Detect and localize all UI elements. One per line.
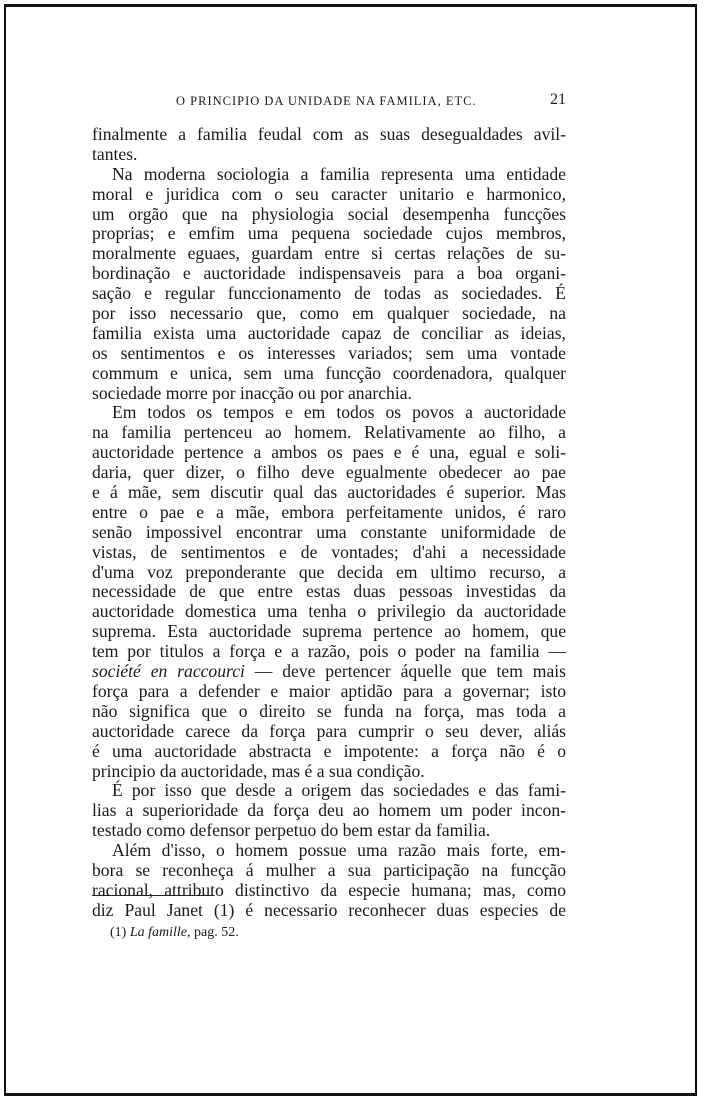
text-line: entre o pae e a mãe, embora perfeitamente unidos, é raro (92, 501, 566, 522)
text-line: auctoridade domestica uma tenha o privilegio da auctoridade (92, 601, 566, 622)
text-line: bora se reconheça á mulher a sua participação na funcção (92, 859, 566, 880)
footnote-separator (92, 895, 214, 896)
text-line: moralmente eguaes, guardam entre si certas relações de su- (92, 243, 566, 264)
text-line: auctoridade carece da força para cumprir o seu dever, aliás (92, 720, 566, 741)
text-line: sação e regular funccionamento de todas as sociedades. É (92, 283, 566, 304)
text-line: testado como defensor perpetuo do bem estar da familia. (92, 820, 491, 841)
text-line: finalmente a familia feudal com as suas desegualdades avil- (92, 124, 566, 144)
text-line: os sentimentos e os interesses variados; sem uma vontade (92, 342, 566, 363)
text-line: lias a superioridade da força deu ao homem um poder incon- (92, 800, 566, 821)
text-line: Além d'isso, o homem possue uma razão mais forte, em- (112, 840, 566, 861)
footnote-rest: pag. 52. (194, 925, 239, 940)
running-title: O PRINCIPIO DA UNIDADE NA FAMILIA, ETC. (176, 94, 477, 108)
text-line: bordinação e auctoridade indispensaveis para a boa organi- (92, 263, 566, 284)
text-line: familia exista uma auctoridade capaz de conciliar as ideias, (92, 322, 566, 343)
text-line: suprema. Esta auctoridade suprema pertence ao homem, que (92, 621, 566, 642)
text-line: principio da auctoridade, mas é a sua condição. (92, 760, 425, 781)
text-line: société en raccourci — deve pertencer áquelle que tem mais (92, 661, 566, 682)
body-text (92, 125, 566, 921)
text-line: necessidade de que entre estas duas pessoas investidas da (92, 581, 566, 602)
text-line: um orgão que na physiologia social desempenha funcções (92, 203, 566, 224)
italic-phrase: société en raccourci (92, 661, 245, 682)
text-line: tantes. (92, 143, 138, 164)
text-line: daria, quer dizer, o filho deve egualmente obedecer ao pae (92, 462, 566, 483)
text-line: senão impossivel encontrar uma constante uniformidade de (92, 521, 566, 542)
text-line: sociedade morre por inacção ou por anarchia. (92, 382, 412, 403)
text-line: moral e juridica com o seu caracter unitario e harmonico, (92, 183, 566, 204)
footnote (110, 925, 239, 941)
text-line: É por isso que desde a origem das sociedades e das fami- (112, 780, 566, 801)
text-line: d'uma voz preponderante que decida em ultimo recurso, a (92, 561, 566, 582)
footnote-marker: (1) (110, 925, 127, 940)
text-line: tem por titulos a força e a razão, pois o poder na familia — (92, 641, 566, 662)
text-line: commum e unica, sem uma funcção coordenadora, qualquer (92, 362, 566, 383)
text-line: diz Paul Janet (1) é necessario reconhecer duas especies de (92, 899, 566, 920)
footnote-title: La famille, (129, 925, 191, 940)
text-line: racional, attributo distinctivo da especie humana; mas, como (92, 879, 566, 900)
text-line: Na moderna sociologia a familia representa uma entidade (112, 163, 566, 184)
text-line: força para a defender e maior aptidão para a governar; isto (92, 680, 566, 701)
text-line: por isso necessario que, como em qualquer sociedade, na (92, 303, 566, 324)
text-line: auctoridade pertence a ambos os paes e é una, egual e soli- (92, 442, 566, 463)
text-line: vistas, de sentimentos e de vontades; d'ahi a necessidade (92, 541, 566, 562)
page-number: 21 (550, 91, 566, 108)
text-line: Em todos os tempos e em todos os povos a auctoridade (112, 402, 566, 423)
text-line: e á mãe, sem discutir qual das auctoridades é superior. Mas (92, 482, 566, 503)
text-line: proprias; e emfim uma pequena sociedade cujos membros, (92, 223, 566, 244)
text-line: na familia pertenceu ao homem. Relativamente ao filho, a (92, 422, 566, 443)
text-line: não significa que o direito se funda na força, mas toda a (92, 700, 566, 721)
text-line: é uma auctoridade abstracta e impotente: a força não é o (92, 740, 566, 761)
